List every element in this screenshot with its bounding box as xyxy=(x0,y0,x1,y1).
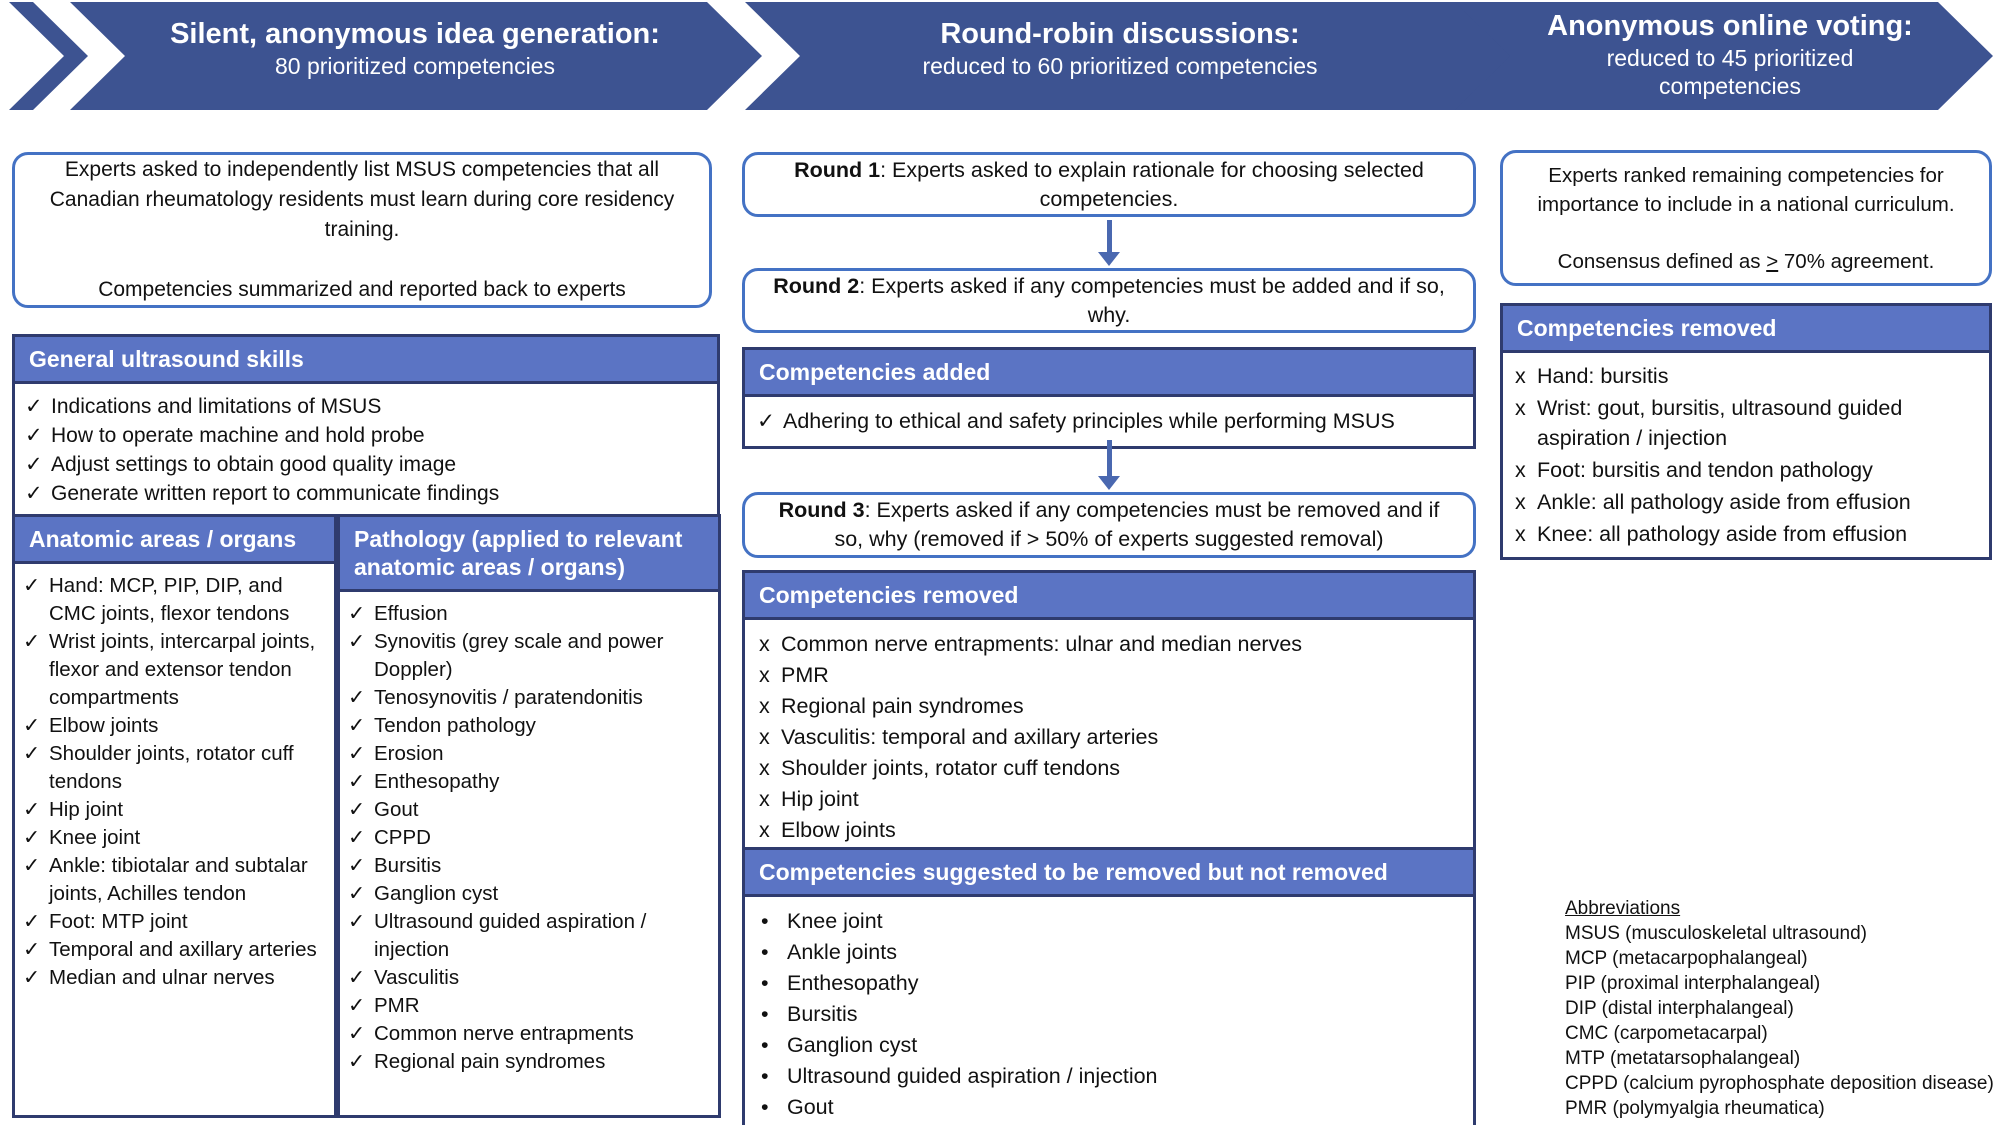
list-item xyxy=(1565,946,1997,971)
list-item-text: Knee: all pathology aside from effusion xyxy=(1537,522,1908,546)
bullet-marker-icon: • xyxy=(761,909,769,933)
list-item xyxy=(348,852,710,880)
list-item-text: CMC (carpometacarpal) xyxy=(1565,1023,1768,1044)
banner-1 xyxy=(130,16,700,80)
list-item xyxy=(757,785,1461,814)
check-marker-icon: ✓ xyxy=(23,630,41,653)
list-item xyxy=(757,407,1461,436)
abbreviations-block xyxy=(1565,896,1997,1121)
list-item-text: PMR xyxy=(374,994,420,1017)
check-marker-icon: ✓ xyxy=(23,742,41,765)
check-marker-icon: ✓ xyxy=(23,910,41,933)
bullet-marker-icon: • xyxy=(761,940,769,964)
list-item-text: Hip joint xyxy=(781,787,859,811)
list-item-text: Vasculitis xyxy=(374,966,460,989)
anatomic-areas-section xyxy=(12,514,337,1118)
round-1-box xyxy=(742,152,1476,217)
banner-2 xyxy=(810,16,1430,80)
list-item xyxy=(348,796,710,824)
cross-marker-icon: x xyxy=(759,787,770,811)
list-item xyxy=(348,824,710,852)
left-intro-paragraph-1: Experts asked to independently list MSUS competencies that all Canadian rheumatology residents must learn during core residency training. xyxy=(49,158,675,241)
list-item xyxy=(23,852,326,908)
list-item xyxy=(348,712,710,740)
check-marker-icon: ✓ xyxy=(23,854,41,877)
list-item-text: Regional pain syndromes xyxy=(374,1050,606,1073)
list-item-text: Hand: bursitis xyxy=(1537,364,1669,388)
check-marker-icon: ✓ xyxy=(348,1022,366,1045)
check-marker-icon: ✓ xyxy=(348,966,366,989)
list-item-text: Foot: MTP joint xyxy=(49,910,188,933)
list-item-text: Erosion xyxy=(374,742,444,765)
list-item-text: Ankle joints xyxy=(787,940,897,964)
list-item-text: Ultrasound guided aspiration / injection xyxy=(787,1064,1158,1088)
list-item xyxy=(757,754,1461,783)
anatomic-areas-header: Anatomic areas / organs xyxy=(15,517,334,564)
list-item-text: CPPD xyxy=(374,826,431,849)
competencies-added-section xyxy=(742,347,1476,449)
list-item-text: PMR xyxy=(781,663,829,687)
list-item xyxy=(757,1062,1461,1091)
list-item-text: CPPD (calcium pyrophosphate deposition disease) xyxy=(1565,1073,1994,1094)
bullet-marker-icon: • xyxy=(761,1002,769,1026)
list-item-text: Ganglion cyst xyxy=(374,882,499,905)
competencies-removed-right-list xyxy=(1500,353,1992,560)
list-item xyxy=(348,880,710,908)
list-item xyxy=(757,907,1461,936)
list-item xyxy=(1565,1071,1997,1096)
check-marker-icon: ✓ xyxy=(348,798,366,821)
list-item-text: PIP (proximal interphalangeal) xyxy=(1565,973,1821,994)
list-item xyxy=(1565,921,1997,946)
list-item-text: Enthesopathy xyxy=(787,971,919,995)
list-item xyxy=(757,816,1461,845)
list-item xyxy=(757,1093,1461,1122)
list-item-text: Indications and limitations of MSUS xyxy=(51,395,382,418)
banner-1-title: Silent, anonymous idea generation: xyxy=(170,18,660,50)
general-skills-list xyxy=(12,384,720,519)
check-marker-icon: ✓ xyxy=(25,395,43,418)
list-item xyxy=(348,768,710,796)
check-marker-icon: ✓ xyxy=(348,630,366,653)
right-intro-box xyxy=(1500,150,1992,286)
list-item xyxy=(757,1031,1461,1060)
cross-marker-icon: x xyxy=(759,818,770,842)
check-marker-icon: ✓ xyxy=(23,966,41,989)
list-item-text: Foot: bursitis and tendon pathology xyxy=(1537,458,1873,482)
list-item-text: MSUS (musculoskeletal ultrasound) xyxy=(1565,923,1868,944)
right-intro-paragraph-2 xyxy=(1507,247,1985,276)
left-intro-paragraph-2: Competencies summarized and reported back to experts xyxy=(98,278,626,301)
competencies-suggested-section xyxy=(742,847,1476,1125)
list-item xyxy=(348,600,710,628)
check-marker-icon: ✓ xyxy=(348,602,366,625)
list-item-text: Tenosynovitis / paratendonitis xyxy=(374,686,643,709)
abbreviations-title: Abbreviations xyxy=(1565,898,1681,919)
list-item xyxy=(757,938,1461,967)
list-item-text: Common nerve entrapments xyxy=(374,1022,634,1045)
round-1-description: : Experts asked to explain rationale for choosing selected competencies. xyxy=(880,157,1424,211)
list-item-text: PMR (polymyalgia rheumatica) xyxy=(1565,1098,1825,1119)
list-item-text: Median and ulnar nerves xyxy=(49,966,275,989)
list-item xyxy=(23,824,326,852)
list-item xyxy=(25,479,707,508)
competencies-removed-mid-section xyxy=(742,570,1476,858)
list-item xyxy=(23,908,326,936)
cross-marker-icon: x xyxy=(1515,522,1526,546)
list-item xyxy=(348,964,710,992)
list-item xyxy=(348,992,710,1020)
arrow-head xyxy=(1098,252,1120,266)
check-marker-icon: ✓ xyxy=(25,482,43,505)
list-item-text: DIP (distal interphalangeal) xyxy=(1565,998,1794,1019)
pathology-list xyxy=(340,592,718,1084)
list-item xyxy=(757,630,1461,659)
cross-marker-icon: x xyxy=(1515,490,1526,514)
list-item xyxy=(1565,1046,1997,1071)
list-item xyxy=(1513,519,1979,549)
round-1-text xyxy=(763,156,1455,214)
list-item xyxy=(1565,996,1997,1021)
check-marker-icon: ✓ xyxy=(25,453,43,476)
list-item-text: Adhering to ethical and safety principles while performing MSUS xyxy=(783,409,1395,433)
round-2-box xyxy=(742,268,1476,333)
list-item-text: Wrist joints, intercarpal joints, flexor and extensor tendon compartments xyxy=(49,630,316,709)
list-item xyxy=(1565,1021,1997,1046)
competencies-suggested-list xyxy=(742,897,1476,1125)
competencies-removed-right-header: Competencies removed xyxy=(1500,303,1992,353)
check-marker-icon: ✓ xyxy=(23,714,41,737)
pathology-section xyxy=(337,514,721,1118)
list-item xyxy=(23,572,326,628)
bullet-marker-icon: • xyxy=(761,1064,769,1088)
check-marker-icon: ✓ xyxy=(25,424,43,447)
list-item xyxy=(23,740,326,796)
left-intro-box xyxy=(12,152,712,308)
cross-marker-icon: x xyxy=(759,632,770,656)
list-item xyxy=(23,964,326,992)
list-item xyxy=(348,1020,710,1048)
check-marker-icon: ✓ xyxy=(348,1050,366,1073)
round-2-description: : Experts asked if any competencies must be added and if so, why. xyxy=(859,273,1445,327)
pathology-header: Pathology (applied to relevant anatomic areas / organs) xyxy=(340,517,718,592)
banner-3-title: Anonymous online voting: xyxy=(1547,10,1913,42)
list-item-text: Knee joint xyxy=(49,826,141,849)
list-item-text: Generate written report to communicate findings xyxy=(51,482,500,505)
cross-marker-icon: x xyxy=(759,756,770,780)
check-marker-icon: ✓ xyxy=(348,826,366,849)
banner-2-title: Round-robin discussions: xyxy=(940,18,1300,50)
list-item xyxy=(23,796,326,824)
anatomic-areas-list xyxy=(15,564,334,1000)
round-2-text xyxy=(763,272,1455,330)
greater-equal-symbol: > xyxy=(1766,249,1779,273)
list-item xyxy=(348,740,710,768)
list-item-text: Ganglion cyst xyxy=(787,1033,918,1057)
general-skills-section xyxy=(12,334,720,519)
list-item-text: Hip joint xyxy=(49,798,124,821)
competencies-removed-mid-list xyxy=(742,620,1476,858)
competencies-removed-right-section xyxy=(1500,303,1992,560)
list-item xyxy=(348,684,710,712)
banner-3-subtitle: reduced to 45 prioritized competencies xyxy=(1606,45,1854,99)
competencies-suggested-header: Competencies suggested to be removed but not removed xyxy=(742,847,1476,897)
list-item-text: Shoulder joints, rotator cuff tendons xyxy=(49,742,294,793)
abbreviations-list xyxy=(1565,921,1997,1121)
right-intro-paragraph-1: Experts ranked remaining competencies for importance to include in a national curriculum. xyxy=(1537,163,1955,216)
list-item-text: Common nerve entrapments: ulnar and median nerves xyxy=(781,632,1303,656)
bullet-marker-icon: • xyxy=(761,971,769,995)
list-item xyxy=(23,936,326,964)
list-item xyxy=(1513,393,1979,453)
list-item xyxy=(757,723,1461,752)
check-marker-icon: ✓ xyxy=(348,714,366,737)
list-item xyxy=(348,1048,710,1076)
round-3-text xyxy=(763,496,1455,554)
list-item-text: Adjust settings to obtain good quality image xyxy=(51,453,457,476)
banner-3 xyxy=(1535,8,1925,100)
consensus-suffix: 70% agreement. xyxy=(1778,249,1935,273)
arrow-down-icon xyxy=(1098,220,1120,266)
list-item xyxy=(1513,487,1979,517)
check-marker-icon: ✓ xyxy=(348,854,366,877)
list-item-text: Wrist: gout, bursitis, ultrasound guided aspiration / injection xyxy=(1537,396,1903,450)
list-item xyxy=(1565,971,1997,996)
list-item xyxy=(25,421,707,450)
arrow-stem xyxy=(1107,220,1112,252)
check-marker-icon: ✓ xyxy=(23,798,41,821)
general-skills-header: General ultrasound skills xyxy=(12,334,720,384)
round-3-box xyxy=(742,492,1476,558)
list-item xyxy=(348,908,710,964)
round-3-label: Round 3 xyxy=(778,498,865,522)
list-item xyxy=(25,450,707,479)
consensus-prefix: Consensus defined as xyxy=(1557,249,1767,273)
banner-2-subtitle: reduced to 60 prioritized competencies xyxy=(922,53,1318,79)
arrow-down-icon xyxy=(1098,440,1120,490)
list-item-text: Hand: MCP, PIP, DIP, and CMC joints, flexor tendons xyxy=(49,574,290,625)
bullet-marker-icon: • xyxy=(761,1033,769,1057)
list-item-text: Gout xyxy=(374,798,419,821)
banner-1-subtitle: 80 prioritized competencies xyxy=(275,53,555,79)
list-item-text: Ultrasound guided aspiration / injection xyxy=(374,910,647,961)
list-item-text: Effusion xyxy=(374,602,448,625)
round-2-label: Round 2 xyxy=(773,273,860,298)
list-item xyxy=(1513,455,1979,485)
bullet-marker-icon: • xyxy=(761,1095,769,1119)
list-item-text: Synovitis (grey scale and power Doppler) xyxy=(374,630,664,681)
list-item-text: Knee joint xyxy=(787,909,883,933)
check-marker-icon: ✓ xyxy=(348,770,366,793)
check-marker-icon: ✓ xyxy=(757,409,776,433)
cross-marker-icon: x xyxy=(1515,364,1526,388)
list-item-text: Ankle: all pathology aside from effusion xyxy=(1537,490,1911,514)
list-item xyxy=(348,628,710,684)
list-item xyxy=(1565,1096,1997,1121)
list-item-text: Elbow joints xyxy=(49,714,159,737)
cross-marker-icon: x xyxy=(759,694,770,718)
competencies-added-header: Competencies added xyxy=(742,347,1476,397)
list-item-text: Ankle: tibiotalar and subtalar joints, Achilles tendon xyxy=(49,854,308,905)
check-marker-icon: ✓ xyxy=(23,574,41,597)
chevron-start-sliver xyxy=(9,2,88,110)
list-item-text: Shoulder joints, rotator cuff tendons xyxy=(781,756,1121,780)
check-marker-icon: ✓ xyxy=(348,742,366,765)
list-item-text: Vasculitis: temporal and axillary arteries xyxy=(781,725,1159,749)
cross-marker-icon: x xyxy=(759,663,770,687)
list-item xyxy=(23,628,326,712)
list-item xyxy=(757,661,1461,690)
check-marker-icon: ✓ xyxy=(348,994,366,1017)
cross-marker-icon: x xyxy=(1515,396,1526,420)
list-item xyxy=(757,1000,1461,1029)
list-item-text: Temporal and axillary arteries xyxy=(49,938,317,961)
check-marker-icon: ✓ xyxy=(23,938,41,961)
list-item-text: Bursitis xyxy=(374,854,442,877)
check-marker-icon: ✓ xyxy=(23,826,41,849)
arrow-head xyxy=(1098,476,1120,490)
arrow-stem xyxy=(1107,440,1112,476)
round-1-label: Round 1 xyxy=(794,157,881,182)
list-item xyxy=(25,392,707,421)
check-marker-icon: ✓ xyxy=(348,910,366,933)
list-item-text: Regional pain syndromes xyxy=(781,694,1024,718)
list-item-text: MCP (metacarpophalangeal) xyxy=(1565,948,1808,969)
list-item-text: Bursitis xyxy=(787,1002,858,1026)
competencies-removed-mid-header: Competencies removed xyxy=(742,570,1476,620)
check-marker-icon: ✓ xyxy=(348,882,366,905)
list-item xyxy=(757,692,1461,721)
list-item xyxy=(23,712,326,740)
round-3-description: : Experts asked if any competencies must be removed and if so, why (removed if > 50% of experts suggested removal) xyxy=(834,498,1440,551)
list-item-text: Enthesopathy xyxy=(374,770,500,793)
list-item xyxy=(757,969,1461,998)
list-item-text: MTP (metatarsophalangeal) xyxy=(1565,1048,1801,1069)
list-item xyxy=(1513,361,1979,391)
list-item-text: Elbow joints xyxy=(781,818,896,842)
list-item-text: Gout xyxy=(787,1095,834,1119)
list-item-text: Tendon pathology xyxy=(374,714,536,737)
cross-marker-icon: x xyxy=(759,725,770,749)
cross-marker-icon: x xyxy=(1515,458,1526,482)
list-item-text: How to operate machine and hold probe xyxy=(51,424,425,447)
check-marker-icon: ✓ xyxy=(348,686,366,709)
